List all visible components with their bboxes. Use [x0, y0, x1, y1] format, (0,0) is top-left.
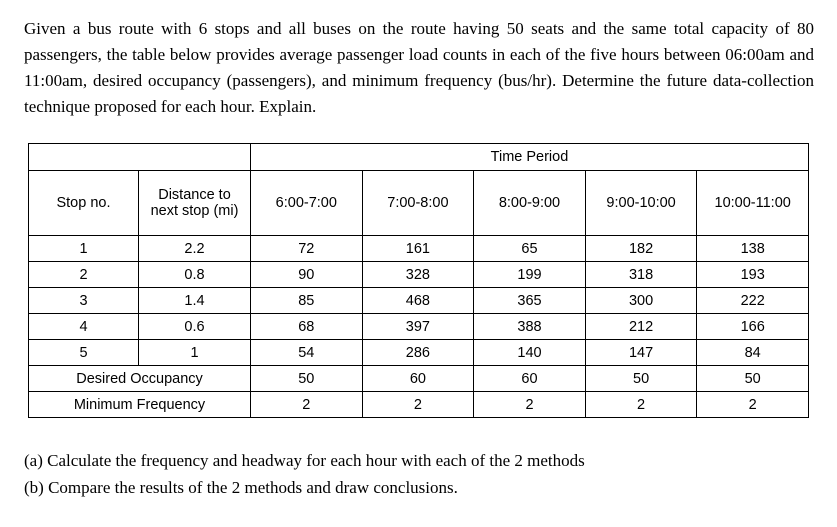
col-header-time-3: 9:00-10:00 [585, 171, 697, 236]
load-value: 90 [251, 262, 363, 288]
load-value: 286 [362, 340, 474, 366]
desired-occupancy-value: 50 [585, 366, 697, 392]
load-value: 65 [474, 236, 586, 262]
stop-number: 3 [29, 288, 139, 314]
load-value: 182 [585, 236, 697, 262]
distance-value: 0.6 [139, 314, 251, 340]
desired-occupancy-label: Desired Occupancy [29, 366, 251, 392]
load-value: 138 [697, 236, 809, 262]
load-value: 54 [251, 340, 363, 366]
table-row-stop-5 [29, 340, 809, 366]
table-row-column-headers [29, 171, 809, 236]
minimum-frequency-value: 2 [697, 392, 809, 418]
load-value: 68 [251, 314, 363, 340]
distance-value: 0.8 [139, 262, 251, 288]
distance-value: 1 [139, 340, 251, 366]
load-value: 85 [251, 288, 363, 314]
stop-number: 2 [29, 262, 139, 288]
minimum-frequency-label: Minimum Frequency [29, 392, 251, 418]
distance-value: 2.2 [139, 236, 251, 262]
load-value: 212 [585, 314, 697, 340]
desired-occupancy-value: 50 [697, 366, 809, 392]
desired-occupancy-value: 60 [474, 366, 586, 392]
load-value: 397 [362, 314, 474, 340]
table-row-minimum-frequency [29, 392, 809, 418]
load-value: 468 [362, 288, 474, 314]
minimum-frequency-value: 2 [474, 392, 586, 418]
questions-section [24, 447, 814, 501]
load-value: 72 [251, 236, 363, 262]
col-header-distance: Distance to next stop (mi) [139, 171, 251, 236]
load-value: 140 [474, 340, 586, 366]
question-a: (a) Calculate the frequency and headway for each hour with each of the 2 methods [24, 451, 585, 470]
problem-statement: Given a bus route with 6 stops and all buses on the route having 50 seats and the same total capacity of 80 passengers, the table below provides average passenger load counts in each of the five hours between 06:00am and 11:00am, desired occupancy (passengers), and minimum frequency (bus/hr). Determine the future data-collection technique proposed for each hour. Explain. [24, 19, 814, 116]
empty-corner-cell [29, 144, 251, 171]
load-value: 193 [697, 262, 809, 288]
load-value: 166 [697, 314, 809, 340]
col-header-time-0: 6:00-7:00 [251, 171, 363, 236]
load-value: 388 [474, 314, 586, 340]
minimum-frequency-value: 2 [251, 392, 363, 418]
load-value: 318 [585, 262, 697, 288]
load-value: 161 [362, 236, 474, 262]
stop-number: 5 [29, 340, 139, 366]
distance-value: 1.4 [139, 288, 251, 314]
table-row-stop-4 [29, 314, 809, 340]
load-value: 147 [585, 340, 697, 366]
load-value: 222 [697, 288, 809, 314]
table-row-stop-2 [29, 262, 809, 288]
stop-number: 1 [29, 236, 139, 262]
question-b: (b) Compare the results of the 2 methods and draw conclusions. [24, 478, 458, 497]
load-value: 199 [474, 262, 586, 288]
passenger-load-table [28, 143, 809, 418]
col-header-time-4: 10:00-11:00 [697, 171, 809, 236]
stop-number: 4 [29, 314, 139, 340]
desired-occupancy-value: 60 [362, 366, 474, 392]
table-row-desired-occupancy [29, 366, 809, 392]
table-row-stop-3 [29, 288, 809, 314]
load-value: 328 [362, 262, 474, 288]
table-row-time-period [29, 144, 809, 171]
load-value: 365 [474, 288, 586, 314]
minimum-frequency-value: 2 [362, 392, 474, 418]
col-header-time-1: 7:00-8:00 [362, 171, 474, 236]
load-value: 84 [697, 340, 809, 366]
col-header-stop: Stop no. [29, 171, 139, 236]
minimum-frequency-value: 2 [585, 392, 697, 418]
time-period-header: Time Period [251, 144, 809, 171]
load-value: 300 [585, 288, 697, 314]
table-row-stop-1 [29, 236, 809, 262]
col-header-time-2: 8:00-9:00 [474, 171, 586, 236]
desired-occupancy-value: 50 [251, 366, 363, 392]
